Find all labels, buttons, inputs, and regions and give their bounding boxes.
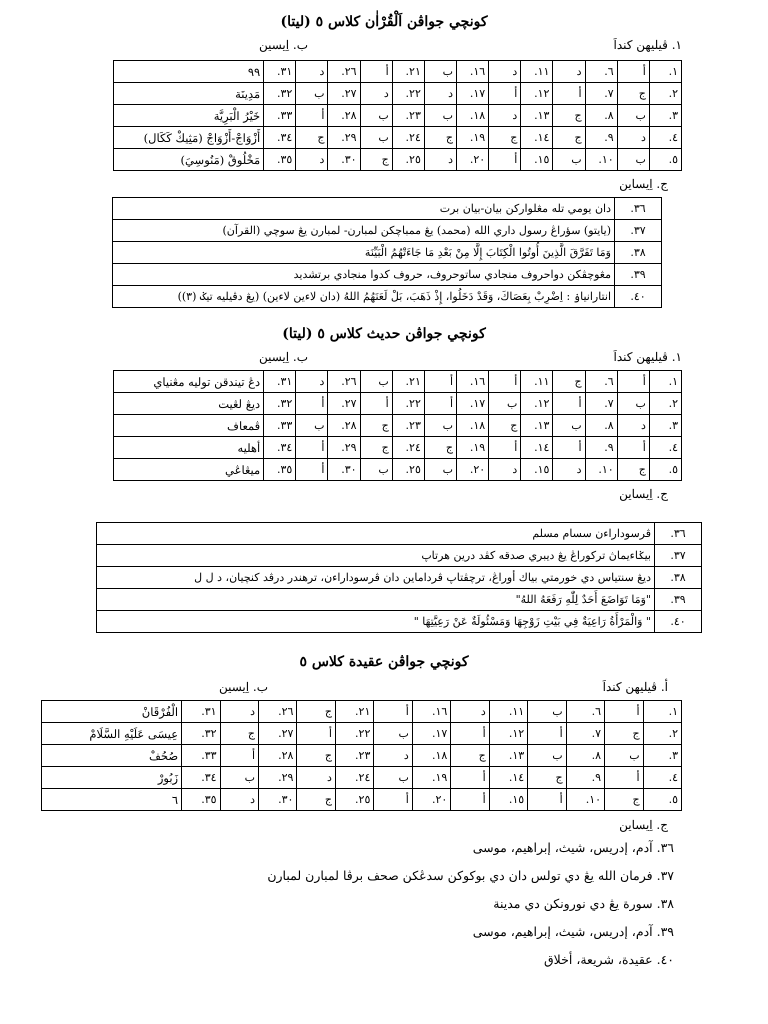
answer-choice-cell: د <box>617 415 649 437</box>
answer-choice-cell: ب <box>605 745 643 767</box>
question-number-cell: ٢٤. <box>335 767 373 789</box>
question-number-cell: ١. <box>649 371 681 393</box>
mcq-answer-table-aqidah <box>41 700 682 811</box>
question-number-cell: ٢٦. <box>328 61 360 83</box>
essay-answer-table-hadith <box>96 522 702 633</box>
answer-text-cell: خَيْرُ الْبَرِيَّة <box>114 105 264 127</box>
question-number-cell: ٢١. <box>392 371 424 393</box>
table-row <box>114 105 682 127</box>
answer-choice-cell: ج <box>297 789 335 811</box>
question-number-cell: ١٢. <box>521 393 553 415</box>
answer-choice-cell: ب <box>360 459 392 481</box>
table-row <box>97 545 702 567</box>
question-number-cell: ١٣. <box>521 105 553 127</box>
question-number-cell: ٢٧. <box>259 723 297 745</box>
question-number-cell: ٣٩. <box>615 264 662 286</box>
answer-choice-cell: د <box>489 105 521 127</box>
answer-text-cell: ديڠ لڠيت <box>114 393 264 415</box>
answer-choice-cell: أ <box>553 393 585 415</box>
answer-choice-cell: أ <box>451 767 489 789</box>
answer-choice-cell: ب <box>220 767 258 789</box>
question-number-cell: ١٥. <box>521 459 553 481</box>
question-number-cell: ١٤. <box>489 767 527 789</box>
question-number-cell: ٢٧. <box>328 393 360 415</box>
mcq-answer-table-quran <box>113 60 682 171</box>
answer-choice-cell: أ <box>528 789 566 811</box>
question-number-cell: ٨. <box>585 415 617 437</box>
answer-text-cell: ڤرسوداراءن سسام مسلم <box>97 523 655 545</box>
question-number-cell: ٤. <box>649 437 681 459</box>
answer-choice-cell: أ <box>489 371 521 393</box>
answer-choice-cell: أ <box>451 789 489 811</box>
answer-text-cell: بيݢاءيماڽ ترکوراڠ يڠ ديبري صدقه کڤد درين هرتاپ <box>97 545 655 567</box>
question-number-cell: ٤٠. <box>615 286 662 308</box>
answer-text-cell: الْفُرْقَانْ <box>42 701 182 723</box>
answer-text-cell: زَبُورْ <box>42 767 182 789</box>
answer-choice-cell: ب <box>374 767 412 789</box>
part-a-label: ١. ڤيليهن کنداَ <box>613 350 682 364</box>
part-a-label: أ. ڤيليهن کنداَ <box>602 680 668 694</box>
answer-choice-cell: ج <box>360 437 392 459</box>
question-number-cell: ١٥. <box>489 789 527 811</box>
table-row <box>114 61 682 83</box>
table-row <box>114 371 682 393</box>
question-number-cell: ٦. <box>566 701 604 723</box>
question-number-cell: ١١. <box>489 701 527 723</box>
answer-text-cell: مَدِينَة <box>114 83 264 105</box>
question-number-cell: ٨. <box>566 745 604 767</box>
question-number-cell: ٣٢. <box>264 393 296 415</box>
question-number-cell: ٣٥. <box>264 149 296 171</box>
answer-choice-cell: ج <box>220 723 258 745</box>
question-number-cell: ١. <box>649 61 681 83</box>
part-c-label: ج. اِيساين <box>619 818 668 832</box>
answer-choice-cell: أ <box>296 437 328 459</box>
table-row <box>113 242 662 264</box>
question-number-cell: ٣٤. <box>264 127 296 149</box>
question-number-cell: ٢٤. <box>392 127 424 149</box>
question-number-cell: ٢٠. <box>457 459 489 481</box>
question-number-cell: ٢٩. <box>328 127 360 149</box>
answer-choice-cell: د <box>297 767 335 789</box>
question-number-cell: ٣٨. <box>655 567 702 589</box>
list-item: ٣٨. سورة يڠ دي نورونکن دي مدينة <box>493 896 674 911</box>
question-number-cell: ٩. <box>585 127 617 149</box>
question-number-cell: ٢٦. <box>328 371 360 393</box>
answer-choice-cell: أ <box>489 437 521 459</box>
question-number-cell: ٦. <box>585 61 617 83</box>
answer-choice-cell: أ <box>360 61 392 83</box>
list-item: ٣٦. آدم، إدريس، شيث، إبراهيم، موسى <box>472 840 674 855</box>
answer-choice-cell: أ <box>374 789 412 811</box>
question-number-cell: ٣٣. <box>264 415 296 437</box>
answer-choice-cell: د <box>553 459 585 481</box>
answer-choice-cell: ج <box>297 701 335 723</box>
question-number-cell: ١٩. <box>412 767 450 789</box>
question-number-cell: ١٧. <box>457 393 489 415</box>
answer-choice-cell: أ <box>360 393 392 415</box>
table-row <box>114 415 682 437</box>
question-number-cell: ٣٢. <box>264 83 296 105</box>
answer-choice-cell: أ <box>296 459 328 481</box>
answer-text-cell: " وَالْمَرْأَةُ رَاعِيَةٌ فِي بَيْتِ زَوْجِهَا وَمَسْئُولَةٌ عَنْ رَعِيَّتِهَا " <box>97 611 655 633</box>
table-row <box>114 83 682 105</box>
question-number-cell: ٣٤. <box>264 437 296 459</box>
answer-text-cell: عِيسَى عَلَيْهِ السَّلَامْ <box>42 723 182 745</box>
answer-text-cell: دڠ تيندقن توليه مڠنياي <box>114 371 264 393</box>
answer-text-cell: "وَمَا تَوَاضَعَ أَحَدٌ لِلّٰهِ رَفَعَهُ اللهُ" <box>97 589 655 611</box>
answer-choice-cell: ج <box>424 437 456 459</box>
answer-choice-cell: د <box>296 149 328 171</box>
question-number-cell: ٢. <box>649 393 681 415</box>
answer-choice-cell: أ <box>617 61 649 83</box>
table-row <box>42 701 682 723</box>
answer-choice-cell: أ <box>617 437 649 459</box>
answer-choice-cell: أ <box>424 371 456 393</box>
question-number-cell: ٢. <box>643 723 681 745</box>
question-number-cell: ١٨. <box>457 415 489 437</box>
answer-choice-cell: ب <box>296 415 328 437</box>
answer-choice-cell: ج <box>605 723 643 745</box>
question-number-cell: ٢٠. <box>412 789 450 811</box>
question-number-cell: ٢٥. <box>392 459 424 481</box>
part-a-label: ١. ڤيليهن کنداَ <box>613 38 682 52</box>
answer-choice-cell: ب <box>360 105 392 127</box>
answer-choice-cell: أ <box>489 149 521 171</box>
list-item: ٤٠. عقيدة، شريعة، أخلاق <box>543 952 674 967</box>
question-number-cell: ١٢. <box>521 83 553 105</box>
answer-choice-cell: ج <box>553 127 585 149</box>
answer-choice-cell: أ <box>605 767 643 789</box>
answer-choice-cell: أ <box>374 701 412 723</box>
answer-text-cell: مڠوچڤکن دواحروف منجادي ساتوحروف، حروف کدوا منجادي برتشديد <box>113 264 615 286</box>
part-b-label: ب. اِيسين <box>258 350 308 364</box>
question-number-cell: ٢٩. <box>328 437 360 459</box>
question-number-cell: ٢٢. <box>335 723 373 745</box>
question-number-cell: ٣٠. <box>328 459 360 481</box>
question-number-cell: ١٨. <box>457 105 489 127</box>
answer-choice-cell: د <box>617 127 649 149</box>
question-number-cell: ٢٥. <box>335 789 373 811</box>
question-number-cell: ١٦. <box>457 371 489 393</box>
mcq-answer-table-hadith <box>113 370 682 481</box>
question-number-cell: ١١. <box>521 61 553 83</box>
question-number-cell: ٧. <box>566 723 604 745</box>
answer-choice-cell: ب <box>424 105 456 127</box>
question-number-cell: ٢٣. <box>392 415 424 437</box>
answer-choice-cell: ب <box>424 459 456 481</box>
question-number-cell: ٢٨. <box>328 415 360 437</box>
answer-text-cell: ميڠاڠي <box>114 459 264 481</box>
answer-choice-cell: د <box>296 371 328 393</box>
question-number-cell: ٢٧. <box>328 83 360 105</box>
part-c-label: ج. اِيساين <box>619 177 668 191</box>
answer-choice-cell: د <box>296 61 328 83</box>
answer-choice-cell: أ <box>617 371 649 393</box>
question-number-cell: ٨. <box>585 105 617 127</box>
answer-text-cell: ٩٩ <box>114 61 264 83</box>
table-row <box>113 198 662 220</box>
answer-choice-cell: أ <box>528 723 566 745</box>
question-number-cell: ٣٣. <box>182 745 220 767</box>
answer-choice-cell: ب <box>617 393 649 415</box>
question-number-cell: ٥. <box>649 459 681 481</box>
question-number-cell: ٣. <box>643 745 681 767</box>
answer-choice-cell: أ <box>220 745 258 767</box>
question-number-cell: ١٧. <box>457 83 489 105</box>
answer-text-cell: (يايتو) سؤراڠ رسول داري الله (محمد) يڠ ممباچكن لمبارن- لمبارن يڠ سوچي (القرآن) <box>113 220 615 242</box>
question-number-cell: ١٧. <box>412 723 450 745</box>
answer-choice-cell: ب <box>553 415 585 437</box>
answer-text-cell: ديڠ سنتياس دي خورمتي بياك أوراڠ، ترچڤتاپ ڤرداماين دان ڤرسوداراءن، ترهندر درڤد کنچيان، د ل ل <box>97 567 655 589</box>
question-number-cell: ٧. <box>585 83 617 105</box>
question-number-cell: ٢٣. <box>335 745 373 767</box>
answer-text-cell: أَزْوَاجْ-أَزْوَاجْ (مَثِيكْ كَكَال) <box>114 127 264 149</box>
question-number-cell: ١٣. <box>489 745 527 767</box>
question-number-cell: ١٤. <box>521 127 553 149</box>
question-number-cell: ٢٣. <box>392 105 424 127</box>
table-row <box>97 523 702 545</box>
table-row <box>114 437 682 459</box>
question-number-cell: ٣٣. <box>264 105 296 127</box>
answer-choice-cell: أ <box>297 723 335 745</box>
answer-text-cell: صُحُفْ <box>42 745 182 767</box>
answer-choice-cell: ب <box>617 149 649 171</box>
question-number-cell: ٧. <box>585 393 617 415</box>
table-row <box>114 127 682 149</box>
question-number-cell: ١٣. <box>521 415 553 437</box>
answer-choice-cell: أ <box>489 83 521 105</box>
answer-choice-cell: ب <box>553 149 585 171</box>
answer-choice-cell: د <box>489 61 521 83</box>
answer-choice-cell: ب <box>360 371 392 393</box>
question-number-cell: ٣٧. <box>615 220 662 242</box>
question-number-cell: ٢٩. <box>259 767 297 789</box>
question-number-cell: ٢٠. <box>457 149 489 171</box>
question-number-cell: ٤. <box>643 767 681 789</box>
question-number-cell: ٢١. <box>335 701 373 723</box>
question-number-cell: ٣٤. <box>182 767 220 789</box>
question-number-cell: ٢٥. <box>392 149 424 171</box>
answer-choice-cell: ج <box>296 127 328 149</box>
table-row <box>42 745 682 767</box>
question-number-cell: ١١. <box>521 371 553 393</box>
table-row <box>113 286 662 308</box>
answer-choice-cell: ج <box>617 83 649 105</box>
answer-choice-cell: أ <box>296 393 328 415</box>
table-row <box>113 264 662 286</box>
question-number-cell: ٣٧. <box>655 545 702 567</box>
answer-choice-cell: أ <box>605 701 643 723</box>
answer-choice-cell: ج <box>297 745 335 767</box>
answer-choice-cell: د <box>553 61 585 83</box>
section-title-hadith: کونچي جواڤن حديث کلاس ٥ (ليتا) <box>282 326 486 342</box>
question-number-cell: ٢٨. <box>328 105 360 127</box>
answer-choice-cell: د <box>360 83 392 105</box>
answer-text-cell: ڤمعاف <box>114 415 264 437</box>
table-row <box>42 767 682 789</box>
question-number-cell: ٦. <box>585 371 617 393</box>
question-number-cell: ٣٠. <box>259 789 297 811</box>
answer-text-cell: أهليه <box>114 437 264 459</box>
section-title-aqidah: کونچي جواڤن عقيدة کلاس ٥ <box>299 654 469 670</box>
question-number-cell: ٢٨. <box>259 745 297 767</box>
question-number-cell: ١٩. <box>457 437 489 459</box>
table-row <box>97 589 702 611</box>
question-number-cell: ١٦. <box>412 701 450 723</box>
answer-choice-cell: أ <box>296 105 328 127</box>
question-number-cell: ٣٦. <box>615 198 662 220</box>
answer-choice-cell: ب <box>424 415 456 437</box>
question-number-cell: ١٦. <box>457 61 489 83</box>
answer-choice-cell: ج <box>489 415 521 437</box>
question-number-cell: ٢٤. <box>392 437 424 459</box>
table-row <box>114 393 682 415</box>
question-number-cell: ٢. <box>649 83 681 105</box>
question-number-cell: ٣٦. <box>655 523 702 545</box>
question-number-cell: ٤٠. <box>655 611 702 633</box>
answer-choice-cell: ب <box>489 393 521 415</box>
answer-choice-cell: ب <box>528 745 566 767</box>
answer-choice-cell: د <box>424 83 456 105</box>
answer-choice-cell: ج <box>553 371 585 393</box>
table-row <box>114 459 682 481</box>
answer-choice-cell: د <box>220 789 258 811</box>
question-number-cell: ٣٥. <box>264 459 296 481</box>
table-row <box>42 789 682 811</box>
answer-text-cell: وَمَا تَفَرَّقَ الَّذِينَ أُوتُوا الْكِتَابَ إِلَّا مِنْ بَعْدِ مَا جَاءَتْهُمُ الْبَيِّنَة <box>113 242 615 264</box>
answer-choice-cell: ب <box>424 61 456 83</box>
answer-choice-cell: د <box>451 701 489 723</box>
list-item: ٣٩. آدم، إدريس، شيث، إبراهيم، موسى <box>472 924 674 939</box>
part-c-label: ج. اِيساين <box>619 487 668 501</box>
question-number-cell: ٣١. <box>264 371 296 393</box>
question-number-cell: ٥. <box>649 149 681 171</box>
answer-choice-cell: ج <box>605 789 643 811</box>
table-row <box>114 149 682 171</box>
answer-text-cell: مَخْلُوقْ (مَنُوسِيَ) <box>114 149 264 171</box>
question-number-cell: ٢٦. <box>259 701 297 723</box>
answer-choice-cell: ج <box>360 415 392 437</box>
question-number-cell: ٣١. <box>264 61 296 83</box>
table-row <box>97 611 702 633</box>
question-number-cell: ١٨. <box>412 745 450 767</box>
question-number-cell: ١٩. <box>457 127 489 149</box>
question-number-cell: ٣١. <box>182 701 220 723</box>
table-row <box>42 723 682 745</box>
table-row <box>113 220 662 242</box>
answer-choice-cell: ج <box>553 105 585 127</box>
answer-text-cell: انتارانياۏ : اِضْرِبْ بِعَصَاكَ، وَقَدْ دَخَلُوا، إِذْ ذَهَبَ، بَلْ لَعَنَهُمُ اللهُ (دان لاءين لاءين) (يڠ دڤيليه تيݢ (٣)) <box>113 286 615 308</box>
answer-choice-cell: أ <box>424 393 456 415</box>
answer-text-cell: دان يومي تله مڠلواركن بيان-بيان برت <box>113 198 615 220</box>
answer-choice-cell: ج <box>451 745 489 767</box>
section-title-quran: کونچي جواڤن اَلْقُرْاٰن کلاس ٥ (ليتا) <box>280 14 488 30</box>
question-number-cell: ٢١. <box>392 61 424 83</box>
question-number-cell: ٤. <box>649 127 681 149</box>
part-b-label: ب. اِيسين <box>258 38 308 52</box>
question-number-cell: ٥. <box>643 789 681 811</box>
answer-choice-cell: د <box>374 745 412 767</box>
question-number-cell: ١٥. <box>521 149 553 171</box>
answer-choice-cell: ج <box>528 767 566 789</box>
answer-choice-cell: د <box>424 149 456 171</box>
answer-choice-cell: ب <box>617 105 649 127</box>
answer-choice-cell: ب <box>360 127 392 149</box>
answer-choice-cell: ج <box>489 127 521 149</box>
answer-choice-cell: د <box>220 701 258 723</box>
table-row <box>97 567 702 589</box>
question-number-cell: ١٠. <box>585 149 617 171</box>
answer-choice-cell: ب <box>374 723 412 745</box>
answer-choice-cell: ب <box>528 701 566 723</box>
question-number-cell: ١٤. <box>521 437 553 459</box>
answer-text-cell: ٦ <box>42 789 182 811</box>
question-number-cell: ٣٢. <box>182 723 220 745</box>
answer-choice-cell: ج <box>617 459 649 481</box>
question-number-cell: ١٠. <box>585 459 617 481</box>
question-number-cell: ٣٥. <box>182 789 220 811</box>
question-number-cell: ١٢. <box>489 723 527 745</box>
question-number-cell: ٩. <box>585 437 617 459</box>
answer-choice-cell: أ <box>451 723 489 745</box>
question-number-cell: ٣. <box>649 415 681 437</box>
question-number-cell: ٢٢. <box>392 83 424 105</box>
answer-choice-cell: د <box>489 459 521 481</box>
question-number-cell: ١. <box>643 701 681 723</box>
part-b-label: ب. اِيسين <box>218 680 268 694</box>
answer-choice-cell: أ <box>553 83 585 105</box>
answer-choice-cell: ج <box>424 127 456 149</box>
question-number-cell: ٣٩. <box>655 589 702 611</box>
answer-choice-cell: ب <box>296 83 328 105</box>
question-number-cell: ٣. <box>649 105 681 127</box>
answer-choice-cell: أ <box>553 437 585 459</box>
answer-choice-cell: ج <box>360 149 392 171</box>
question-number-cell: ٩. <box>566 767 604 789</box>
essay-answer-table-quran <box>112 197 662 308</box>
question-number-cell: ٣٨. <box>615 242 662 264</box>
question-number-cell: ١٠. <box>566 789 604 811</box>
list-item: ٣٧. فرمان الله يڠ دي تولس دان دي بوکوکن سدڠکن صحف برڤا لمبارن لمبارن <box>267 868 674 883</box>
question-number-cell: ٢٢. <box>392 393 424 415</box>
question-number-cell: ٣٠. <box>328 149 360 171</box>
